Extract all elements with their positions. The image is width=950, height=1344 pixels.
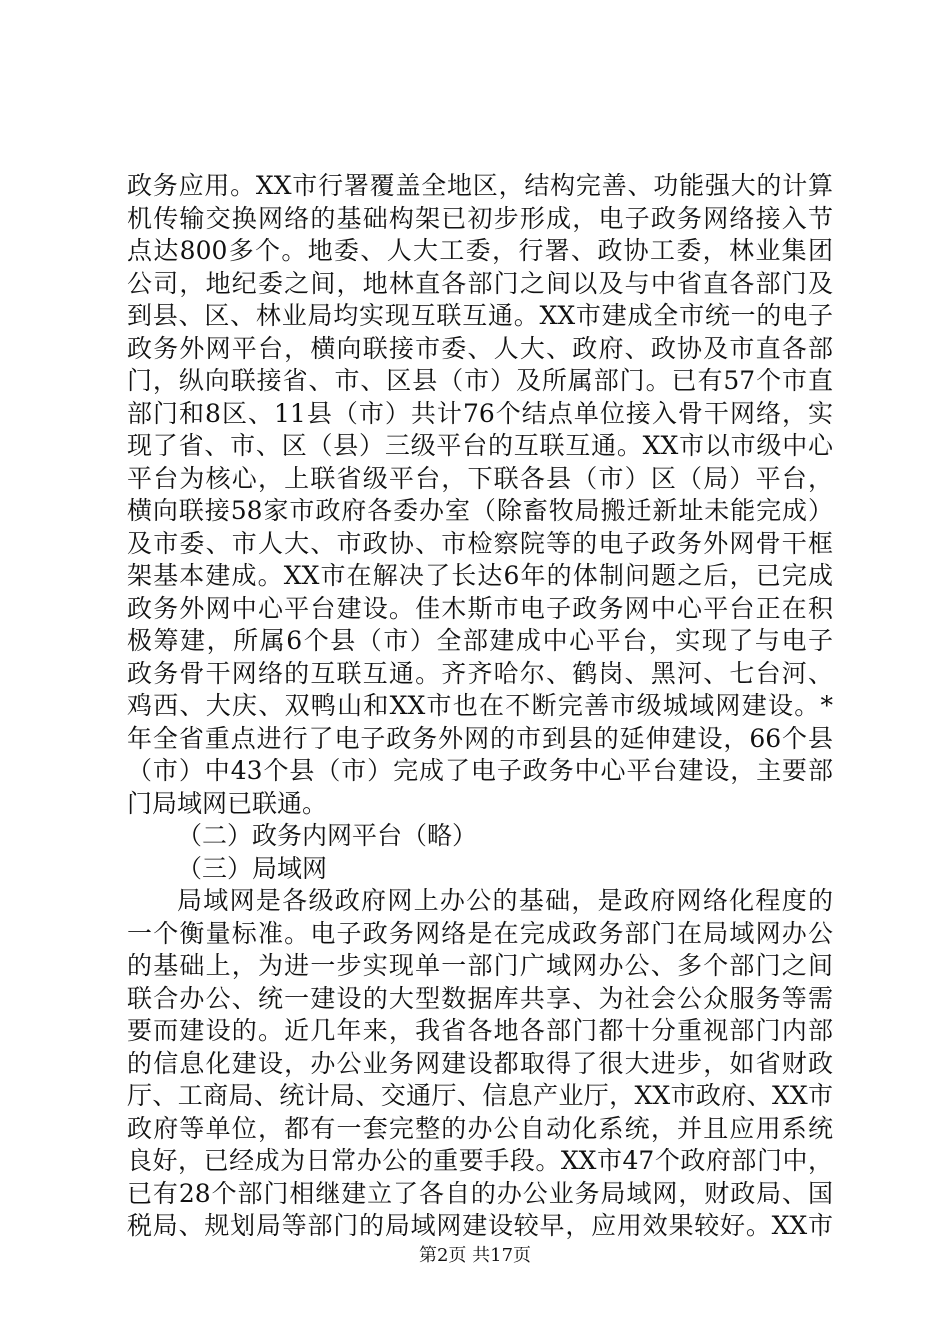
text-line: 现了省、市、区（县）三级平台的互联互通。XX市以市级中心 xyxy=(127,431,833,460)
text-line: 及市委、市人大、市政协、市检察院等的电子政务外网骨干框 xyxy=(127,528,833,558)
section-heading-intranet: （二）政务内网平台（略） xyxy=(177,821,478,850)
text-line: 一个衡量标准。电子政务网络是在完成政务部门在局域网办公 xyxy=(127,918,833,948)
text-line: 的信息化建设，办公业务网建设都取得了很大进步，如省财政 xyxy=(127,1048,833,1078)
text-line: 公司，地纪委之间，地林直各部门之间以及与中省直各部门及 xyxy=(127,268,833,298)
section-heading-lan: （三）局域网 xyxy=(177,853,328,883)
text-line: 年全省重点进行了电子政务外网的市到县的延伸建设，66个县 xyxy=(127,723,833,753)
text-line: 部门和8区、11县（市）共计76个结点单位接入骨干网络，实 xyxy=(127,398,833,428)
text-line: 机传输交换网络的基础构架已初步形成，电子政务网络接入节 xyxy=(127,203,833,233)
text-line: 平台为核心，上联省级平台，下联各县（市）区（局）平台， xyxy=(127,463,833,493)
text-line: 到县、区、林业局均实现互联互通。XX市建成全市统一的电子 xyxy=(127,301,833,330)
text-line: 已有28个部门相继建立了各自的办公业务局域网，财政局、国 xyxy=(127,1178,833,1208)
text-line: 鸡西、大庆、双鸭山和XX市也在不断完善市级城域网建设。* xyxy=(127,691,833,720)
text-line: （市）中43个县（市）完成了电子政务中心平台建设，主要部 xyxy=(127,756,833,785)
text-line: 门局域网已联通。 xyxy=(127,788,328,818)
text-line: 政务骨干网络的互联互通。齐齐哈尔、鹤岗、黑河、七台河、 xyxy=(127,658,833,688)
document-body xyxy=(127,170,833,1243)
text-line: 要而建设的。近几年来，我省各地各部门都十分重视部门内部 xyxy=(127,1016,833,1045)
text-line: 联合办公、统一建设的大型数据库共享、为社会公众服务等需 xyxy=(127,983,833,1013)
text-line: 点达800多个。地委、人大工委，行署、政协工委，林业集团 xyxy=(127,236,833,265)
page-number: 第2页 共17页 xyxy=(418,1245,532,1266)
paragraph-e-gov-extranet xyxy=(127,170,833,820)
text-line: 税局、规划局等部门的局域网建设较早，应用效果较好。XX市 xyxy=(127,1211,833,1240)
text-line: 极筹建，所属6个县（市）全部建成中心平台，实现了与电子 xyxy=(127,626,833,655)
text-line: 门，纵向联接省、市、区县（市）及所属部门。已有57个市直 xyxy=(127,366,833,395)
text-line: 政务外网中心平台建设。佳木斯市电子政务网中心平台正在积 xyxy=(127,593,833,623)
paragraph-lan xyxy=(127,885,833,1243)
text-line: 的基础上，为进一步实现单一部门广域网办公、多个部门之间 xyxy=(127,951,833,980)
text-line: 政务应用。XX市行署覆盖全地区，结构完善、功能强大的计算 xyxy=(127,171,833,200)
text-line: 横向联接58家市政府各委办室（除畜牧局搬迁新址未能完成） xyxy=(127,496,833,525)
text-line: 厅、工商局、统计局、交通厅、信息产业厅，XX市政府、XX市 xyxy=(127,1081,833,1110)
text-line: 良好，已经成为日常办公的重要手段。XX市47个政府部门中， xyxy=(127,1146,833,1175)
text-line: 局域网是各级政府网上办公的基础，是政府网络化程度的 xyxy=(177,886,833,915)
text-line: 架基本建成。XX市在解决了长达6年的体制问题之后，已完成 xyxy=(127,561,833,590)
text-line: 政府等单位，都有一套完整的办公自动化系统，并且应用系统 xyxy=(127,1113,833,1143)
text-line: 政务外网平台，横向联接市委、人大、政府、政协及市直各部 xyxy=(127,333,833,363)
